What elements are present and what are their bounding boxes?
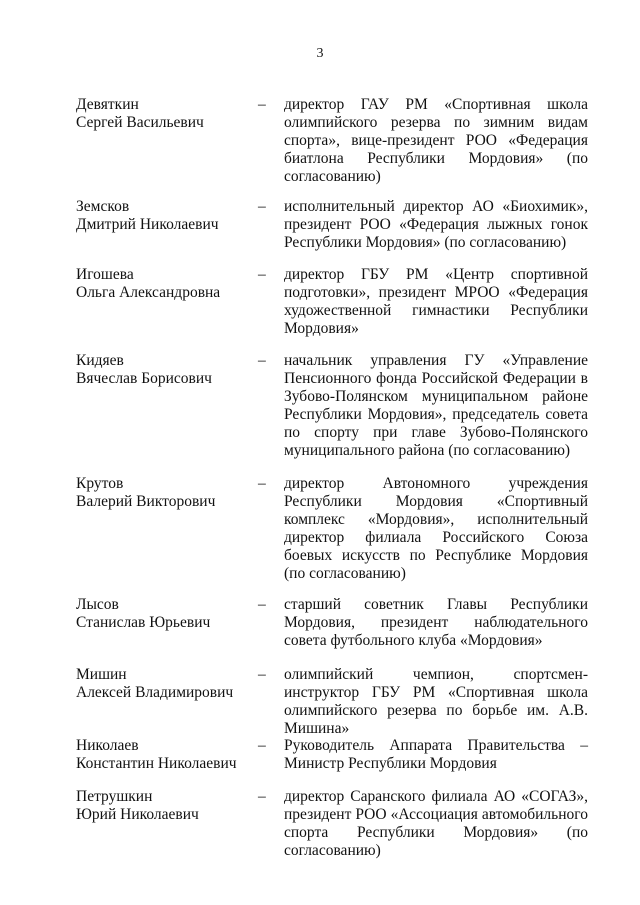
person-name [76, 96, 256, 132]
person-name [76, 352, 256, 388]
person-surname: Петрушкин [76, 788, 153, 805]
person-name [76, 737, 256, 773]
dash-separator: – [258, 788, 266, 805]
person-surname: Крутов [76, 475, 124, 492]
dash-separator: – [258, 737, 266, 754]
person-name [76, 475, 256, 511]
person-role: Руководитель Аппарата Правительства – Министр Республики Мордовия [284, 737, 588, 772]
dash-separator: – [258, 266, 266, 283]
person-given-name: Алексей Владимирович [76, 684, 234, 701]
person-name [76, 266, 256, 302]
person-role: директор Автономного учреждения Республики Мордовия «Спортивный комплекс «Мордовия», исполнительный директор филиала Российского Союза боевых искусств по Республике Мордовия (по согласованию) [284, 475, 588, 582]
person-given-name: Валерий Викторович [76, 493, 216, 510]
person-surname: Девяткин [76, 96, 139, 113]
person-surname: Кидяев [76, 352, 124, 369]
person-role: исполнительный директор АО «Биохимик», президент РОО «Федерация лыжных гонок Республики Мордовия» (по согласованию) [284, 198, 588, 251]
person-role: директор Саранского филиала АО «СОГАЗ», президент РОО «Ассоциация автомобильного спорта Республики Мордовия» (по согласованию) [284, 788, 588, 859]
person-surname: Игошева [76, 266, 134, 283]
person-name [76, 788, 256, 824]
person-given-name: Ольга Александровна [76, 284, 221, 301]
person-name [76, 596, 256, 632]
person-given-name: Станислав Юрьевич [76, 614, 211, 631]
person-given-name: Юрий Николаевич [76, 806, 199, 823]
dash-separator: – [258, 666, 266, 683]
person-role: директор ГАУ РМ «Спортивная школа олимпийского резерва по зимним видам спорта», вице-президент РОО «Федерация биатлона Республики Мордовия» (по согласованию) [284, 96, 588, 185]
page-number: 3 [316, 46, 324, 61]
person-role: начальник управления ГУ «Управление Пенсионного фонда Российской Федерации в Зубово-Полянском муниципальном районе Республики Мордовия», председатель совета по спорту при главе Зубово-Полянского муниципального района (по согласованию) [284, 352, 588, 459]
person-given-name: Дмитрий Николаевич [76, 216, 219, 233]
dash-separator: – [258, 198, 266, 215]
person-given-name: Вячеслав Борисович [76, 370, 212, 387]
dash-separator: – [258, 596, 266, 613]
dash-separator: – [258, 352, 266, 369]
person-name [76, 198, 256, 234]
person-given-name: Константин Николаевич [76, 755, 237, 772]
dash-separator: – [258, 475, 266, 492]
person-name [76, 666, 256, 702]
dash-separator: – [258, 96, 266, 113]
person-role: старший советник Главы Республики Мордовия, президент наблюдательного совета футбольного клуба «Мордовия» [284, 596, 588, 649]
person-surname: Николаев [76, 737, 139, 754]
person-surname: Лысов [76, 596, 119, 613]
person-surname: Мишин [76, 666, 127, 683]
person-role: олимпийский чемпион, спортсмен-инструктор ГБУ РМ «Спортивная школа олимпийского резерва по борьбе им. А.В. Мишина» [284, 666, 588, 737]
person-role: директор ГБУ РМ «Центр спортивной подготовки», президент МРОО «Федерация художественной гимнастики Республики Мордовия» [284, 266, 588, 337]
person-given-name: Сергей Васильевич [76, 114, 204, 131]
person-surname: Земсков [76, 198, 130, 215]
